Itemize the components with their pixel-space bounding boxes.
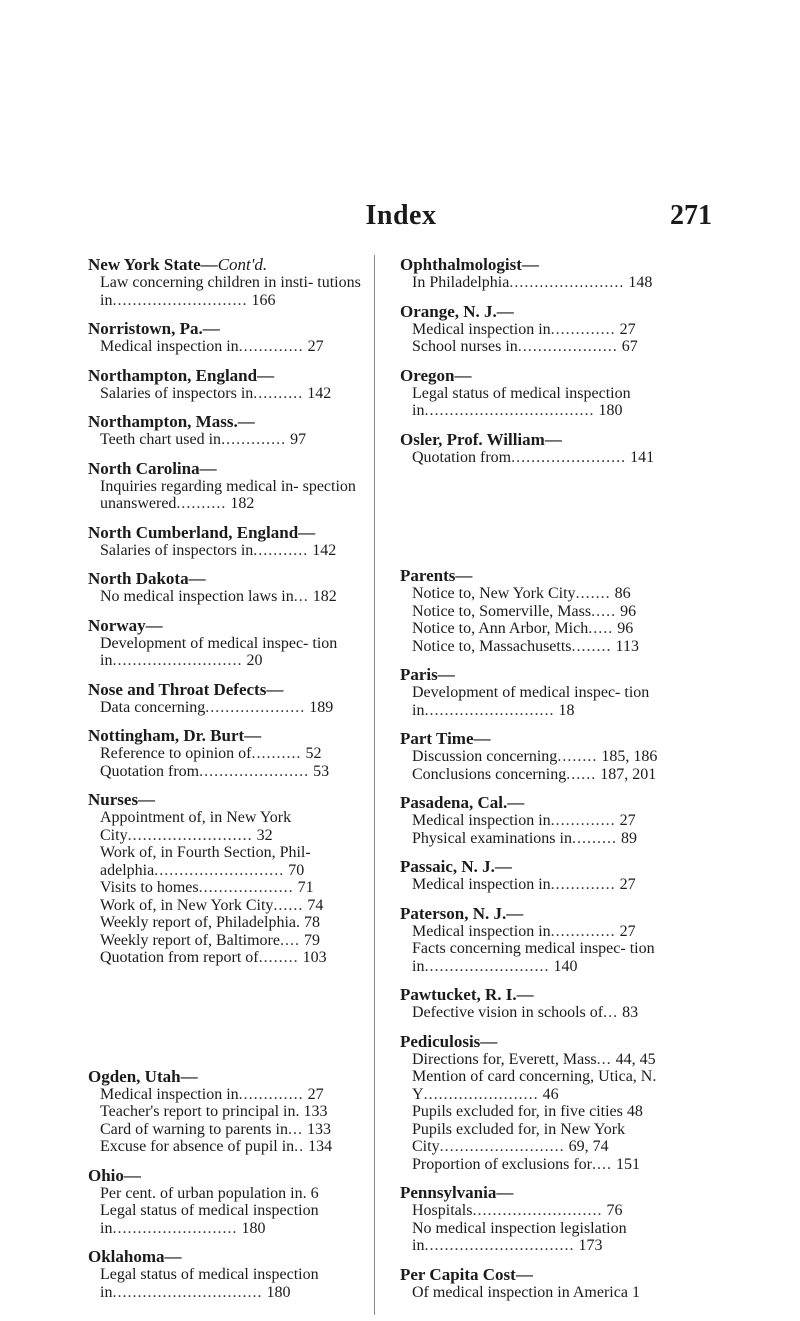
entry-leader-dots: .............................. xyxy=(424,1237,575,1254)
entry-page-number: 74 xyxy=(307,896,324,914)
index-heading xyxy=(400,566,688,585)
entry-page-number: 182 xyxy=(230,495,255,512)
index-entry xyxy=(400,1202,688,1220)
entry-leader-dots: .......... xyxy=(176,495,227,512)
index-entry xyxy=(88,588,372,606)
entry-leader-dots: .... xyxy=(591,1155,612,1173)
entry-leader-dots: ......................... xyxy=(112,1219,238,1237)
entry-leader-dots: .......................... xyxy=(472,1202,603,1219)
index-entry xyxy=(400,876,688,894)
index-heading xyxy=(400,665,688,684)
heading-text: Nose and Throat Defects— xyxy=(88,679,284,699)
entry-page-number: 142 xyxy=(307,384,332,402)
entry-leader-dots: ........ xyxy=(571,637,612,655)
entry-leader-dots: ............. xyxy=(550,812,616,829)
entry-leader-dots: .. xyxy=(294,1138,305,1155)
heading-text: Ogden, Utah— xyxy=(88,1066,198,1086)
index-entry xyxy=(400,449,688,467)
index-entry xyxy=(400,1051,688,1069)
heading-text: Oregon— xyxy=(400,365,472,385)
entry-page-number: 53 xyxy=(313,762,330,780)
entry-page-number: 27 xyxy=(307,338,324,355)
index-heading xyxy=(88,1166,372,1185)
entry-page-number: 69, 74 xyxy=(568,1138,609,1155)
entry-leader-dots: ............. xyxy=(550,922,616,940)
heading-text: North Carolina— xyxy=(88,458,217,478)
entry-page-number: 133 xyxy=(306,1120,331,1138)
section-gap xyxy=(400,466,688,556)
index-heading xyxy=(400,1265,688,1284)
entry-page-number: 46 xyxy=(542,1085,559,1103)
entry-text: Notice to, Massachusetts xyxy=(412,637,572,655)
entry-text: Proportion of exclusions for xyxy=(412,1155,592,1173)
entry-page-number: 6 xyxy=(310,1184,319,1202)
index-heading xyxy=(400,366,688,385)
entry-page-number: 70 xyxy=(288,861,305,879)
index-entry xyxy=(400,748,688,766)
entry-page-number: 27 xyxy=(619,922,636,940)
index-entry xyxy=(88,1103,372,1121)
entry-page-number: 189 xyxy=(309,698,334,716)
heading-text: Orange, N. J.— xyxy=(400,301,514,321)
entry-text: Facts concerning medical inspec- tion in xyxy=(412,940,655,975)
index-entry xyxy=(88,809,372,844)
entry-text: Quotation from xyxy=(100,762,200,780)
entry-text: In Philadelphia xyxy=(412,274,510,291)
index-entry xyxy=(88,1121,372,1139)
index-heading xyxy=(88,412,372,431)
entry-text: Law concerning children in insti- tutions in xyxy=(100,274,361,309)
heading-text: Oklahoma— xyxy=(88,1247,182,1266)
entry-leader-dots: ............. xyxy=(550,876,616,893)
index-entry xyxy=(400,1068,688,1103)
entry-text: Work of, in Fourth Section, Phil- adelphia xyxy=(100,844,311,879)
index-entry xyxy=(400,1121,688,1156)
entry-text: Legal status of medical inspection in xyxy=(412,384,631,419)
index-heading xyxy=(88,523,372,542)
entry-page-number: 27 xyxy=(619,812,636,829)
index-entry xyxy=(400,1004,688,1022)
entry-page-number: 182 xyxy=(312,588,337,605)
index-entry xyxy=(400,923,688,941)
entry-text: Of medical inspection in America xyxy=(412,1283,628,1301)
entry-text: Salaries of inspectors in xyxy=(100,384,254,402)
index-heading xyxy=(400,302,688,321)
entry-page-number: 78 xyxy=(303,914,320,931)
index-group xyxy=(400,430,688,467)
entry-page-number: 180 xyxy=(598,402,623,419)
index-entry xyxy=(400,585,688,603)
index-entry xyxy=(88,542,372,560)
heading-text: Nottingham, Dr. Burt— xyxy=(88,726,262,745)
entry-page-number: 113 xyxy=(615,637,639,655)
index-entry xyxy=(88,338,372,356)
index-group xyxy=(400,366,688,420)
entry-text: Directions for, Everett, Mass xyxy=(412,1050,597,1068)
entry-page-number: 187, 201 xyxy=(600,765,657,783)
entry-text: Appointment of, in New York City xyxy=(100,809,292,844)
heading-continued: Cont'd. xyxy=(217,255,268,274)
index-group xyxy=(88,459,372,513)
index-entry xyxy=(88,932,372,950)
entry-page-number: 27 xyxy=(619,876,636,893)
index-group xyxy=(88,412,372,449)
entry-text: Weekly report of, Philadelphia. xyxy=(100,914,300,931)
entry-text: Data concerning xyxy=(100,698,206,716)
index-entry xyxy=(88,1086,372,1104)
index-entry xyxy=(400,620,688,638)
entry-page-number: 52 xyxy=(305,745,322,762)
entry-text: Discussion concerning xyxy=(412,748,558,765)
index-group xyxy=(88,616,372,670)
heading-text: Pediculosis— xyxy=(400,1031,498,1051)
index-entry xyxy=(400,1156,688,1174)
index-column-left xyxy=(88,255,372,1301)
entry-leader-dots: ..... xyxy=(588,620,614,637)
page-title: Index xyxy=(365,200,437,231)
entry-leader-dots: .............................. xyxy=(112,1283,263,1301)
entry-page-number: 96 xyxy=(620,602,637,620)
section-gap xyxy=(88,967,372,1057)
index-entry xyxy=(88,699,372,717)
entry-text: Inquiries regarding medical in- spection unanswered xyxy=(100,477,356,512)
index-heading xyxy=(88,680,372,699)
entry-text: Teacher's report to principal in. xyxy=(100,1103,300,1120)
page-header xyxy=(88,200,714,240)
entry-text: Visits to homes xyxy=(100,879,199,896)
index-heading xyxy=(88,319,372,338)
entry-text: Physical examinations in xyxy=(412,829,572,847)
index-entry xyxy=(400,940,688,975)
heading-text: Northampton, England— xyxy=(88,365,275,385)
entry-leader-dots: .......................... xyxy=(424,701,555,719)
entry-leader-dots: ............. xyxy=(238,338,304,355)
index-heading xyxy=(400,255,688,274)
index-entry xyxy=(400,1103,688,1121)
index-entry xyxy=(88,1185,372,1203)
entry-leader-dots: ......................... xyxy=(439,1138,565,1155)
index-entry xyxy=(88,385,372,403)
entry-text: Excuse for absence of pupil in xyxy=(100,1138,295,1155)
entry-text: Legal status of medical inspection in xyxy=(100,1266,319,1301)
entry-leader-dots: .......... xyxy=(251,745,302,762)
heading-text: New York State— xyxy=(88,255,218,274)
index-group xyxy=(88,366,372,403)
index-group xyxy=(400,665,688,719)
entry-text: Medical inspection in xyxy=(412,876,551,893)
entry-leader-dots: ........................... xyxy=(112,291,248,309)
index-heading xyxy=(88,616,372,635)
entry-leader-dots: ............. xyxy=(238,1085,304,1103)
entry-page-number: 141 xyxy=(630,448,655,466)
entry-text: No medical inspection legislation in xyxy=(412,1219,627,1254)
heading-text: Nurses— xyxy=(88,790,156,809)
index-group xyxy=(88,680,372,717)
index-entry xyxy=(88,879,372,897)
heading-text: Pennsylvania— xyxy=(400,1183,514,1202)
heading-text: Ophthalmologist— xyxy=(400,255,539,274)
entry-page-number: 71 xyxy=(297,879,314,896)
heading-text: Paterson, N. J.— xyxy=(400,903,524,923)
entry-text: Card of warning to parents in xyxy=(100,1120,288,1138)
entry-page-number: 148 xyxy=(628,274,653,291)
index-entry xyxy=(400,830,688,848)
entry-text: Conclusions concerning xyxy=(412,765,567,783)
entry-page-number: 48 xyxy=(626,1103,643,1120)
entry-page-number: 173 xyxy=(578,1237,603,1254)
index-entry xyxy=(88,745,372,763)
entry-text: Quotation from report of xyxy=(100,949,259,966)
heading-text: Osler, Prof. William— xyxy=(400,429,562,449)
entry-text: Defective vision in schools of xyxy=(412,1004,604,1021)
entry-page-number: 18 xyxy=(558,701,575,719)
index-entry xyxy=(88,763,372,781)
heading-text: Pawtucket, R. I.— xyxy=(400,985,534,1004)
heading-text: Part Time— xyxy=(400,729,491,748)
entry-leader-dots: ....................... xyxy=(509,274,625,291)
entry-leader-dots: ....................... xyxy=(511,448,627,466)
entry-page-number: 142 xyxy=(312,541,337,559)
entry-leader-dots: ......................... xyxy=(424,957,550,975)
entry-leader-dots: ...................... xyxy=(199,762,310,780)
index-group xyxy=(88,319,372,356)
index-group xyxy=(88,1166,372,1238)
index-entry xyxy=(88,431,372,449)
entry-leader-dots: ........... xyxy=(253,541,309,559)
entry-leader-dots: ....... xyxy=(575,585,611,602)
entry-leader-dots: ................... xyxy=(198,879,294,896)
entry-page-number: 86 xyxy=(614,585,631,602)
index-group xyxy=(400,1183,688,1255)
entry-leader-dots: ... xyxy=(293,588,309,605)
entry-text: Teeth chart used in xyxy=(100,431,222,448)
index-group xyxy=(88,726,372,780)
index-group xyxy=(400,255,688,292)
heading-text: North Dakota— xyxy=(88,569,206,588)
entry-text: Per cent. of urban population in. xyxy=(100,1184,307,1202)
entry-text: School nurses in xyxy=(412,338,518,355)
entry-text: Medical inspection in xyxy=(412,812,551,829)
entry-leader-dots: .......................... xyxy=(112,652,243,669)
entry-leader-dots: ......................... xyxy=(127,826,253,844)
index-heading xyxy=(400,1183,688,1202)
heading-text: Paris— xyxy=(400,665,455,684)
entry-page-number: 133 xyxy=(303,1103,328,1120)
entry-page-number: 185, 186 xyxy=(601,748,658,765)
entry-page-number: 96 xyxy=(617,620,634,637)
entry-leader-dots: .... xyxy=(279,931,300,949)
entry-text: Weekly report of, Baltimore xyxy=(100,931,280,949)
entry-text: Hospitals xyxy=(412,1202,473,1219)
index-heading xyxy=(400,430,688,449)
entry-page-number: 97 xyxy=(290,431,307,448)
entry-text: Work of, in New York City xyxy=(100,896,274,914)
entry-text: Notice to, Somerville, Mass xyxy=(412,602,592,620)
heading-text: Northampton, Mass.— xyxy=(88,412,255,431)
index-entry xyxy=(88,949,372,967)
index-group xyxy=(88,569,372,606)
entry-text: Medical inspection in xyxy=(100,1085,239,1103)
entry-page-number: 27 xyxy=(307,1085,324,1103)
entry-leader-dots: .................................. xyxy=(424,402,595,419)
index-heading xyxy=(88,726,372,745)
entry-page-number: 79 xyxy=(303,931,320,949)
entry-leader-dots: .................... xyxy=(517,338,618,355)
index-group xyxy=(88,1067,372,1156)
index-heading xyxy=(400,1032,688,1051)
index-entry xyxy=(88,1266,372,1301)
index-entry xyxy=(400,766,688,784)
entry-leader-dots: ...... xyxy=(273,896,304,914)
heading-text: North Cumberland, England— xyxy=(88,522,316,542)
entry-text: Pupils excluded for, in five cities xyxy=(412,1103,623,1120)
heading-text: Norway— xyxy=(88,615,163,635)
entry-page-number: 27 xyxy=(619,320,636,338)
index-group xyxy=(400,857,688,894)
entry-page-number: 180 xyxy=(266,1283,291,1301)
entry-page-number: 180 xyxy=(241,1219,266,1237)
page-number: 271 xyxy=(670,200,712,231)
index-heading xyxy=(400,904,688,923)
entry-page-number: 67 xyxy=(621,338,638,355)
entry-text: Mention of card concerning, Utica, N. Y xyxy=(412,1068,657,1103)
entry-leader-dots: ........ xyxy=(258,949,299,966)
index-entry xyxy=(400,603,688,621)
entry-text: Reference to opinion of xyxy=(100,745,252,762)
index-entry xyxy=(88,1138,372,1156)
entry-leader-dots: ... xyxy=(596,1050,612,1068)
entry-leader-dots: ....................... xyxy=(423,1085,539,1103)
entry-leader-dots: ........ xyxy=(557,748,598,765)
entry-text: No medical inspection laws in xyxy=(100,588,294,605)
entry-leader-dots: ............. xyxy=(550,320,616,338)
heading-text: Pasadena, Cal.— xyxy=(400,793,525,812)
entry-page-number: 83 xyxy=(622,1004,639,1021)
entry-text: Notice to, Ann Arbor, Mich xyxy=(412,620,589,637)
entry-text: Quotation from xyxy=(412,448,512,466)
index-entry xyxy=(400,274,688,292)
entry-leader-dots: ... xyxy=(603,1004,619,1021)
entry-leader-dots: ...... xyxy=(566,765,597,783)
heading-text: Passaic, N. J.— xyxy=(400,857,512,876)
index-group xyxy=(400,793,688,847)
index-group xyxy=(88,255,372,309)
entry-page-number: 76 xyxy=(606,1202,623,1219)
entry-page-number: 134 xyxy=(308,1138,333,1155)
entry-leader-dots: ............. xyxy=(221,431,287,448)
index-group xyxy=(88,523,372,560)
index-heading xyxy=(88,1247,372,1266)
entry-leader-dots: .................... xyxy=(205,698,306,716)
index-heading xyxy=(88,366,372,385)
entry-leader-dots: ......... xyxy=(571,829,617,847)
entry-page-number: 1 xyxy=(631,1283,640,1301)
entry-text: Legal status of medical inspection in xyxy=(100,1202,319,1237)
entry-page-number: 89 xyxy=(620,829,637,847)
entry-text: Pupils excluded for, in New York City xyxy=(412,1120,626,1155)
entry-text: Salaries of inspectors in xyxy=(100,541,254,559)
index-heading xyxy=(400,793,688,812)
heading-text: Norristown, Pa.— xyxy=(88,319,220,338)
entry-leader-dots: ... xyxy=(287,1120,303,1138)
index-heading xyxy=(400,985,688,1004)
entry-page-number: 44, 45 xyxy=(615,1050,656,1068)
index-heading xyxy=(88,459,372,478)
entry-text: Development of medical inspec- tion in xyxy=(412,684,650,719)
entry-page-number: 166 xyxy=(251,291,276,309)
heading-text: Per Capita Cost— xyxy=(400,1264,533,1284)
index-column-right xyxy=(400,255,688,1301)
entry-text: Medical inspection in xyxy=(412,320,551,338)
index-group xyxy=(400,566,688,655)
index-entry xyxy=(88,1202,372,1237)
index-heading xyxy=(400,857,688,876)
index-entry xyxy=(88,635,372,670)
entry-page-number: 20 xyxy=(246,652,263,669)
entry-page-number: 103 xyxy=(302,949,327,966)
index-group xyxy=(400,729,688,783)
index-group xyxy=(88,1247,372,1301)
index-heading xyxy=(400,729,688,748)
index-heading xyxy=(88,255,372,274)
index-group xyxy=(400,985,688,1022)
entry-page-number: 32 xyxy=(256,826,273,844)
index-group xyxy=(400,302,688,356)
entry-text: Development of medical inspec- tion in xyxy=(100,634,338,669)
index-heading xyxy=(88,790,372,809)
index-entry xyxy=(400,638,688,656)
index-entry xyxy=(88,914,372,932)
index-entry xyxy=(400,1220,688,1255)
index-entry xyxy=(400,321,688,339)
index-entry xyxy=(400,684,688,719)
index-entry xyxy=(400,1284,688,1302)
entry-text: Medical inspection in xyxy=(412,922,551,940)
index-group xyxy=(400,1032,688,1174)
index-entry xyxy=(400,812,688,830)
index-group xyxy=(88,790,372,967)
entry-page-number: 140 xyxy=(553,957,578,975)
index-entry xyxy=(88,478,372,513)
entry-leader-dots: ..... xyxy=(591,602,617,620)
index-entry xyxy=(88,897,372,915)
index-entry xyxy=(400,385,688,420)
entry-text: Medical inspection in xyxy=(100,338,239,355)
entry-text: Notice to, New York City xyxy=(412,585,576,602)
heading-text: Ohio— xyxy=(88,1165,141,1185)
index-entry xyxy=(400,338,688,356)
entry-leader-dots: .......................... xyxy=(154,861,285,879)
index-entry xyxy=(88,274,372,309)
column-divider xyxy=(374,255,375,1315)
index-heading xyxy=(88,569,372,588)
entry-leader-dots: .......... xyxy=(253,384,304,402)
index-group xyxy=(400,1265,688,1302)
index-heading xyxy=(88,1067,372,1086)
heading-text: Parents— xyxy=(400,566,473,585)
entry-page-number: 151 xyxy=(615,1155,640,1173)
index-group xyxy=(400,904,688,976)
index-entry xyxy=(88,844,372,879)
